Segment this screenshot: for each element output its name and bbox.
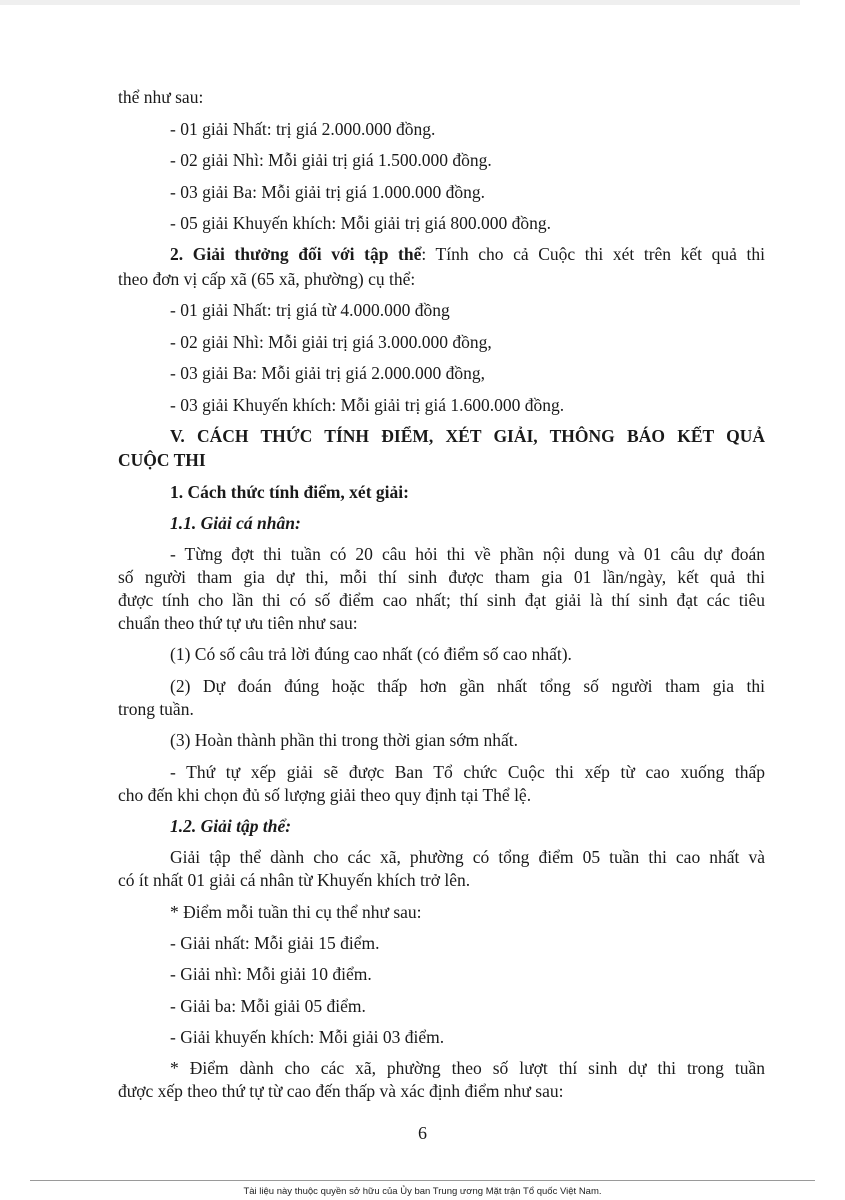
footer-divider	[30, 1180, 815, 1181]
text-line: * Điểm mỗi tuần thi cụ thể như sau:	[170, 902, 422, 922]
subsection-heading-individual: 1.1. Giải cá nhân:	[170, 513, 301, 533]
page-number: 6	[418, 1123, 427, 1143]
list-item: - 05 giải Khuyến khích: Mỗi giải trị giá 800.000 đồng.	[170, 213, 552, 233]
text-line: theo đơn vị cấp xã (65 xã, phường) cụ thể:	[118, 269, 416, 289]
criterion-item: (2) Dự đoán đúng hoặc thấp hơn gần nhất tổng số người tham gia thi	[170, 676, 765, 696]
collective-prize-heading: 2. Giải thưởng đối với tập thể	[170, 244, 422, 264]
subsection-heading-collective: 1.2. Giải tập thể:	[170, 816, 292, 836]
list-item: - 03 giải Ba: Mỗi giải trị giá 2.000.000 đồng,	[170, 363, 485, 383]
criterion-item-cont: trong tuần.	[118, 699, 194, 719]
list-item: - Giải nhì: Mỗi giải 10 điểm.	[170, 964, 372, 984]
list-item: - 03 giải Khuyến khích: Mỗi giải trị giá 1.600.000 đồng.	[170, 395, 565, 415]
top-edge-bar	[0, 0, 800, 5]
list-item: - Giải ba: Mỗi giải 05 điểm.	[170, 996, 366, 1016]
criterion-item: (1) Có số câu trả lời đúng cao nhất (có điểm số cao nhất).	[170, 644, 572, 664]
paragraph-line: số người tham gia dự thi, mỗi thí sinh được tham gia 01 lần/ngày, kết quả thi	[118, 567, 765, 587]
paragraph-line: được xếp theo thứ tự từ cao đến thấp và xác định điểm như sau:	[118, 1081, 564, 1101]
list-item: - 03 giải Ba: Mỗi giải trị giá 1.000.000 đồng.	[170, 182, 485, 202]
list-item: - 02 giải Nhì: Mỗi giải trị giá 3.000.000 đồng,	[170, 332, 492, 352]
criterion-item: (3) Hoàn thành phần thi trong thời gian sớm nhất.	[170, 730, 519, 750]
list-item: - 02 giải Nhì: Mỗi giải trị giá 1.500.000 đồng.	[170, 150, 492, 170]
paragraph-line: có ít nhất 01 giải cá nhân từ Khuyến khích trở lên.	[118, 870, 471, 890]
text-span: : Tính cho cả Cuộc thi xét trên kết quả thi	[421, 244, 765, 264]
footer-copyright: Tài liệu này thuộc quyền sở hữu của Ủy ban Trung ương Mặt trận Tổ quốc Việt Nam.	[243, 1186, 602, 1197]
list-item: - 01 giải Nhất: trị giá từ 4.000.000 đồng	[170, 300, 450, 320]
section-heading-cont: CUỘC THI	[118, 450, 206, 470]
paragraph-line: chuẩn theo thứ tự ưu tiên như sau:	[118, 613, 358, 633]
list-item: - Giải nhất: Mỗi giải 15 điểm.	[170, 933, 380, 953]
paragraph-line: Giải tập thể dành cho các xã, phường có tổng điểm 05 tuần thi cao nhất và	[170, 847, 765, 867]
list-item: - 01 giải Nhất: trị giá 2.000.000 đồng.	[170, 119, 436, 139]
paragraph-line: - Thứ tự xếp giải sẽ được Ban Tổ chức Cuộc thi xếp từ cao xuống thấp	[170, 762, 765, 782]
subsection-heading: 1. Cách thức tính điểm, xét giải:	[170, 482, 409, 502]
section-heading: V. CÁCH THỨC TÍNH ĐIỂM, XÉT GIẢI, THÔNG BÁO KẾT QUẢ	[170, 426, 765, 446]
text-line: thể như sau:	[118, 87, 204, 107]
collective-prize-paragraph	[170, 243, 765, 266]
paragraph-line: * Điểm dành cho các xã, phường theo số lượt thí sinh dự thi trong tuần	[170, 1058, 765, 1078]
paragraph-line: cho đến khi chọn đủ số lượng giải theo quy định tại Thể lệ.	[118, 785, 532, 805]
paragraph-line: được tính cho lần thi có số điểm cao nhất; thí sinh đạt giải là thí sinh đạt các tiêu	[118, 590, 765, 610]
list-item: - Giải khuyến khích: Mỗi giải 03 điểm.	[170, 1027, 445, 1047]
paragraph-line: - Từng đợt thi tuần có 20 câu hỏi thi về phần nội dung và 01 câu dự đoán	[170, 544, 765, 564]
